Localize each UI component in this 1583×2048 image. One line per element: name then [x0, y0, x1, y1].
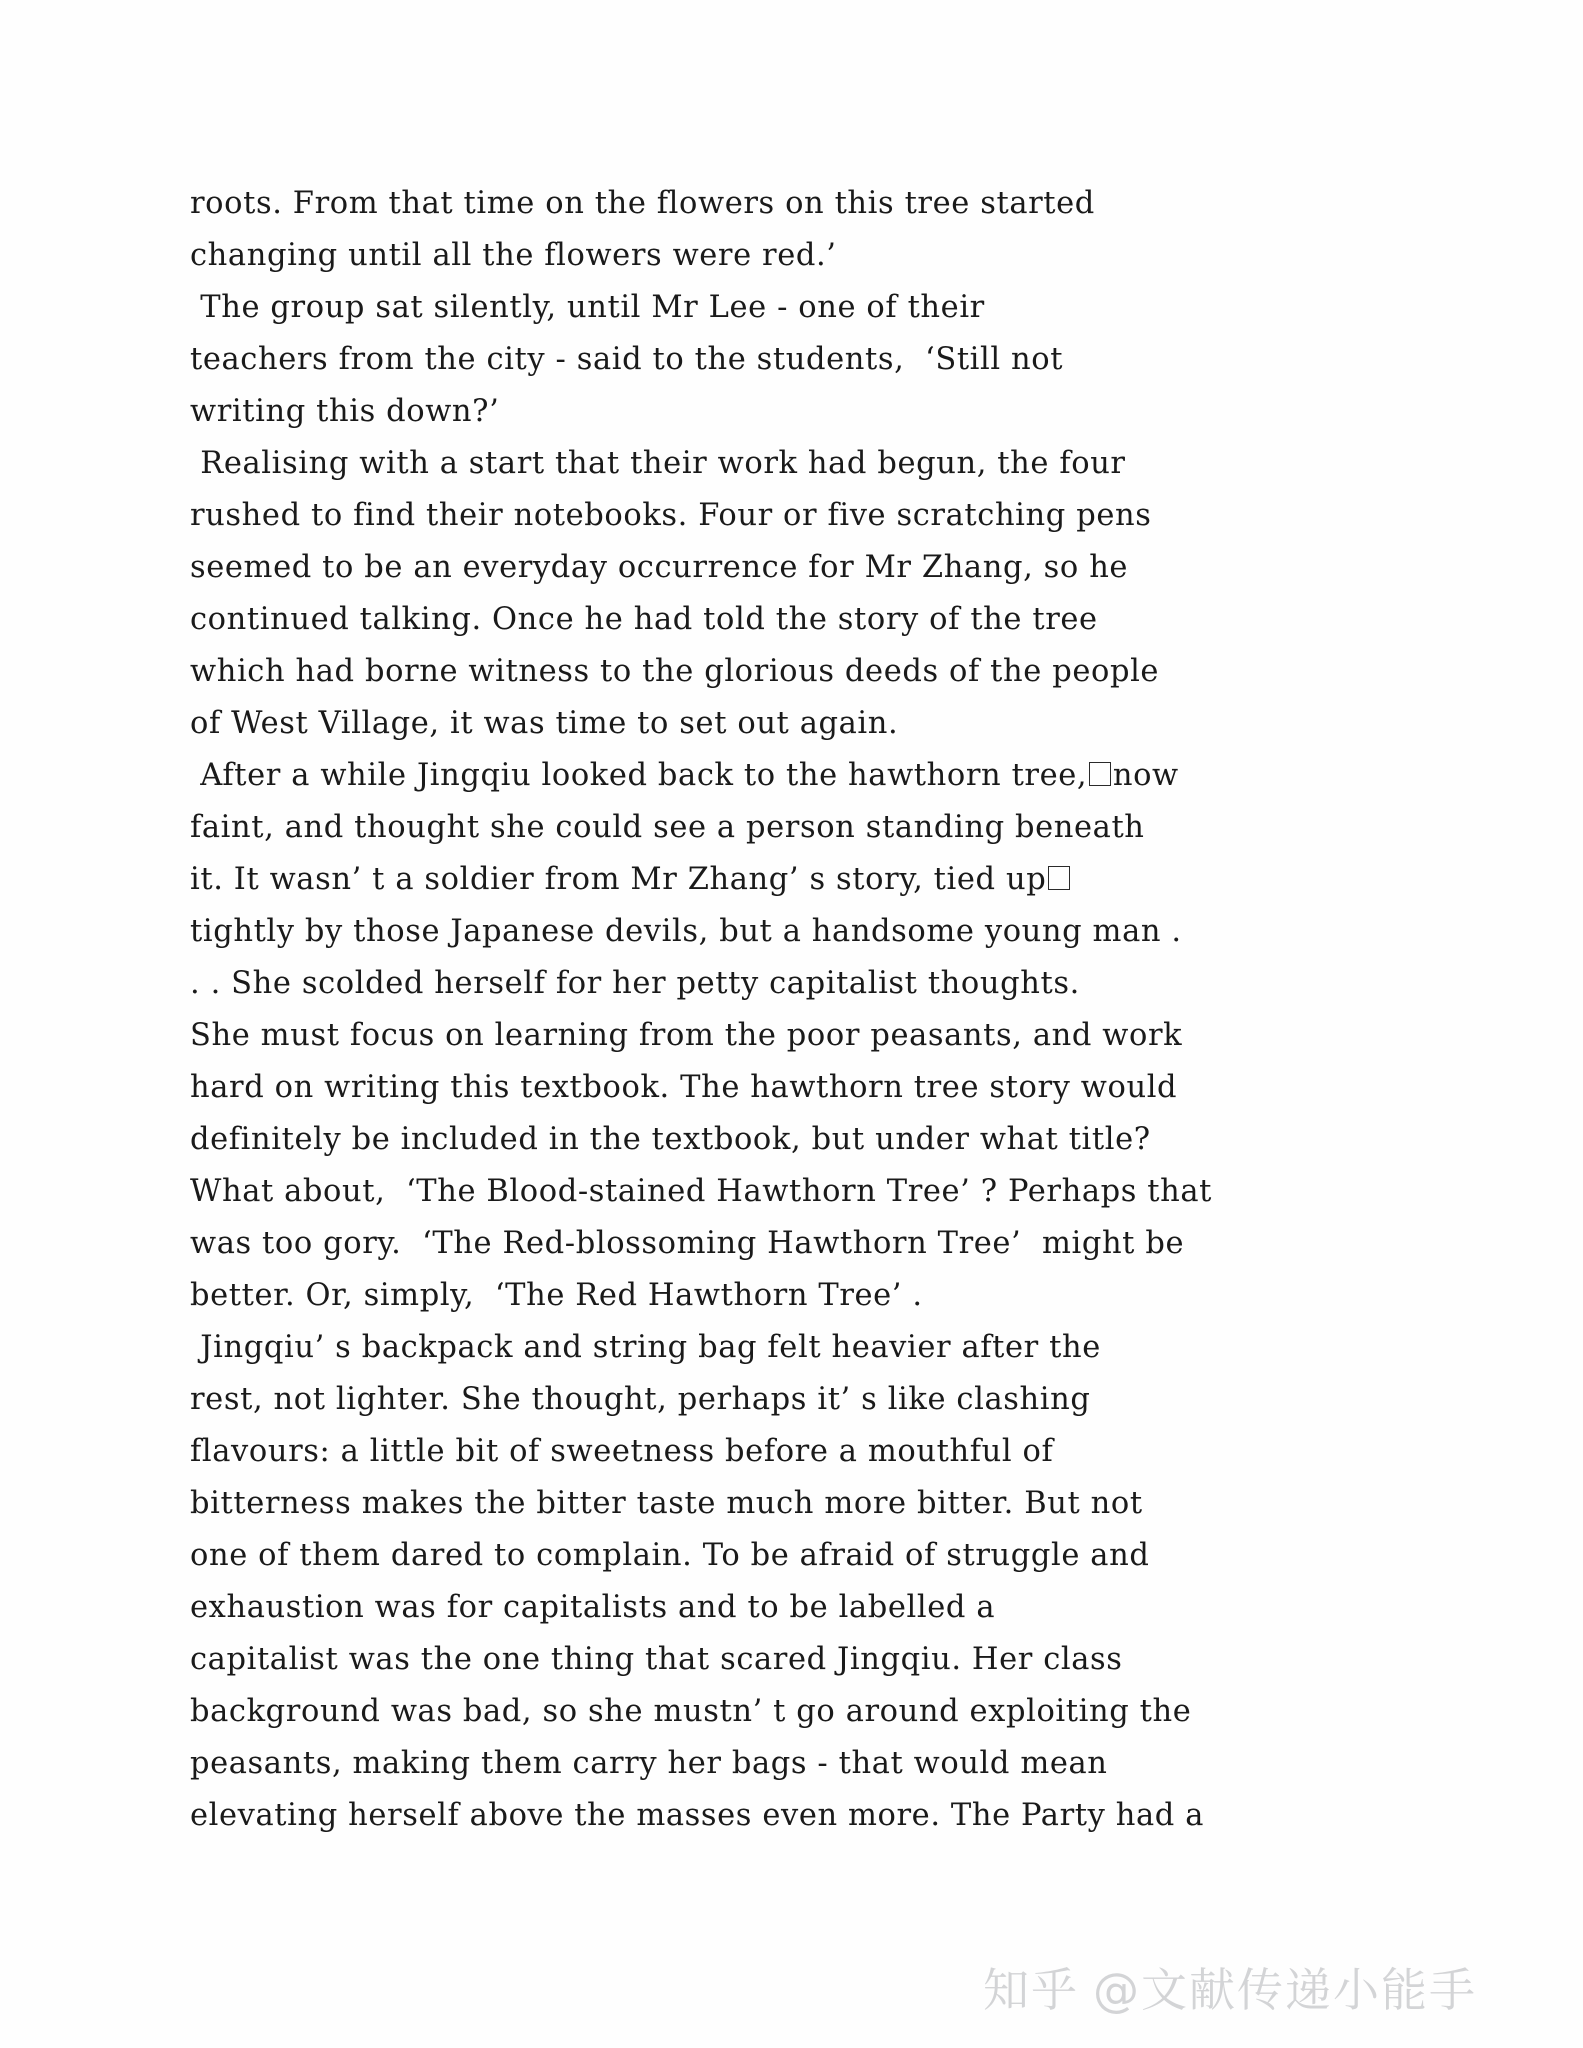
text-line: Realising with a start that their work had begun, the four: [190, 446, 1126, 481]
watermark: [983, 1954, 1477, 2020]
text-line: flavours: a little bit of sweetness before a mouthful of: [190, 1434, 1054, 1469]
text-line: faint, and thought she could see a person standing beneath: [190, 810, 1145, 845]
text-line: hard on writing this textbook. The hawthorn tree story would: [190, 1070, 1178, 1105]
text-line: which had borne witness to the glorious deeds of the people: [190, 654, 1160, 689]
text-line: seemed to be an everyday occurrence for Mr Zhang, so he: [190, 550, 1129, 585]
text-line: continued talking. Once he had told the story of the tree: [190, 602, 1098, 637]
text-line: . . She scolded herself for her petty capitalist thoughts.: [190, 966, 1080, 1001]
text-line: Jingqiu’ s backpack and string bag felt heavier after the: [190, 1330, 1101, 1365]
missing-glyph-icon: [1089, 762, 1111, 786]
text-line: background was bad, so she mustn’ t go around exploiting the: [190, 1694, 1192, 1729]
paragraph: [190, 178, 1400, 282]
text-line: it. It wasn’ t a soldier from Mr Zhang’ s story, tied up: [190, 854, 1400, 906]
text-line: roots. From that time on the flowers on this tree started: [190, 186, 1095, 221]
watermark-logo: 知乎: [983, 1963, 1079, 2017]
text-line: writing this down?’: [190, 394, 500, 429]
missing-glyph-icon: [1048, 866, 1070, 890]
text-line: What about, ‘The Blood-stained Hawthorn Tree’ ? Perhaps that: [190, 1174, 1213, 1209]
text-line: She must focus on learning from the poor peasants, and work: [190, 1018, 1183, 1053]
watermark-handle: @文献传递小能手: [1093, 1963, 1477, 2017]
text-line: After a while Jingqiu looked back to the hawthorn tree, now: [190, 758, 1179, 793]
paragraph: [190, 1322, 1400, 1842]
page-text-column: [190, 178, 1400, 1842]
text-line: changing until all the flowers were red.’: [190, 238, 837, 273]
text-line: The group sat silently, until Mr Lee - one of their: [190, 290, 985, 325]
text-line: bitterness makes the bitter taste much more bitter. But not: [190, 1486, 1143, 1521]
text-line: elevating herself above the masses even more. The Party had a: [190, 1798, 1204, 1833]
text-line: tightly by those Japanese devils, but a handsome young man .: [190, 914, 1182, 949]
text-line: rest, not lighter. She thought, perhaps it’ s like clashing: [190, 1382, 1091, 1417]
paragraph: [190, 438, 1400, 750]
text-line: one of them dared to complain. To be afraid of struggle and: [190, 1538, 1150, 1573]
text-line: teachers from the city - said to the students, ‘Still not: [190, 342, 1064, 377]
text-line: rushed to find their notebooks. Four or five scratching pens: [190, 498, 1152, 533]
text-line: capitalist was the one thing that scared Jingqiu. Her class: [190, 1642, 1123, 1677]
text-line: definitely be included in the textbook, but under what title?: [190, 1122, 1151, 1157]
text-line: peasants, making them carry her bags - that would mean: [190, 1746, 1108, 1781]
text-line: of West Village, it was time to set out again.: [190, 706, 899, 741]
paragraph: [190, 750, 1400, 1322]
paragraph: [190, 282, 1400, 438]
text-line: exhaustion was for capitalists and to be labelled a: [190, 1590, 996, 1625]
text-line: was too gory. ‘The Red-blossoming Hawthorn Tree’ might be: [190, 1226, 1185, 1261]
text-line: better. Or, simply, ‘The Red Hawthorn Tree’ .: [190, 1278, 923, 1313]
